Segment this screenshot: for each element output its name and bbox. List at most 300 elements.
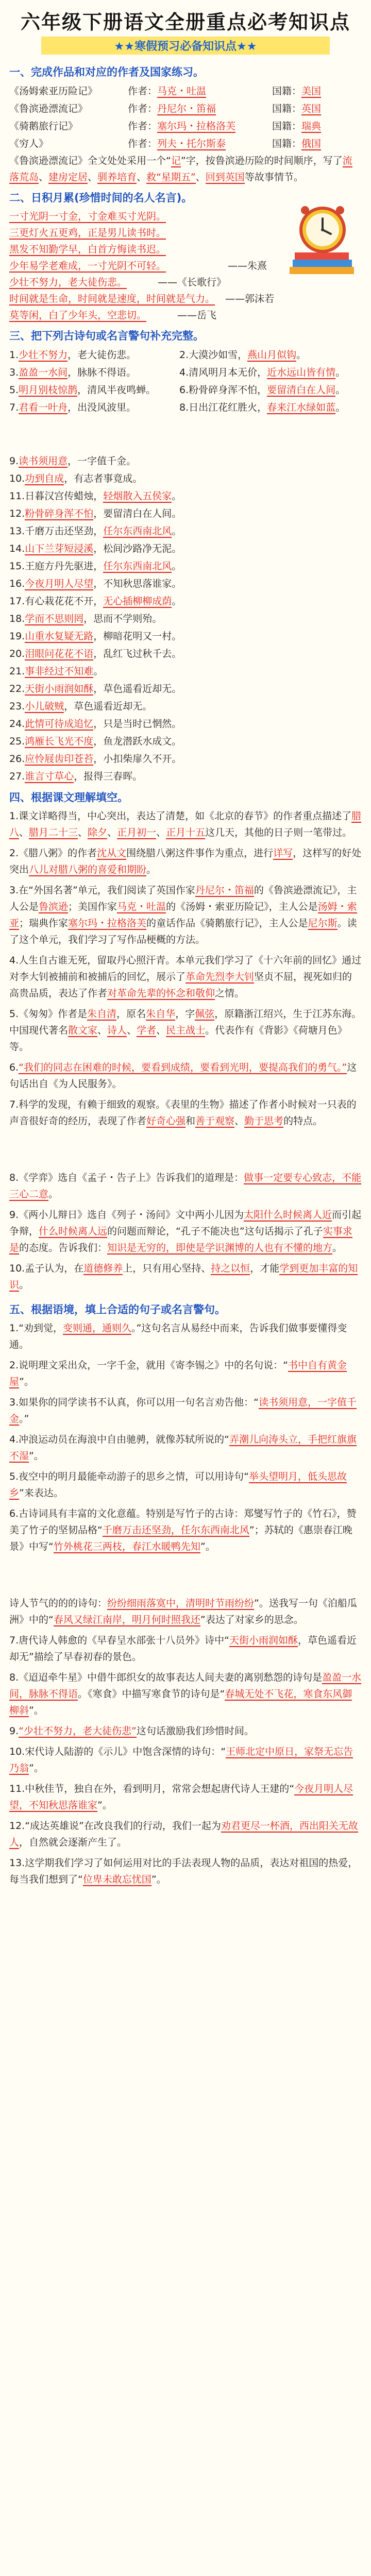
item-number: 11. bbox=[9, 490, 25, 502]
text: 。 bbox=[19, 1279, 29, 1291]
text: ”；苏轼的《惠崇春江晚景》中写“ bbox=[9, 1524, 352, 1552]
text: 1.课文详略得当，中心突出，表达了清楚，如《北京的春节》的作者重点描述了 bbox=[9, 810, 352, 822]
extra-text: 、 bbox=[88, 172, 98, 183]
answer-text: 少壮不努力 bbox=[19, 349, 68, 361]
text: 2.《腊八粥》的作者 bbox=[9, 848, 97, 859]
extra-text: 、 bbox=[137, 172, 147, 183]
text: 王庭方丹先驱进， bbox=[25, 561, 104, 572]
answer-text: 太阳什么时候离人近 bbox=[244, 1209, 332, 1221]
answer-text: 春来江水绿如蓝 bbox=[267, 402, 336, 413]
answer-text: 小儿破贼 bbox=[25, 701, 64, 712]
text: 。 bbox=[172, 561, 182, 572]
quote-line bbox=[0, 307, 371, 324]
answer-text: 轻烟散入五侯家 bbox=[103, 490, 172, 502]
text: ，柳暗花明又一村。 bbox=[93, 631, 182, 642]
quote-text: 少壮不努力，老大徒伤悲。 bbox=[9, 277, 127, 288]
context-fill-item bbox=[0, 1855, 371, 1888]
item-number: 16. bbox=[9, 578, 25, 589]
author-label: 作者： bbox=[128, 138, 158, 149]
text: ”表达了对家乡的思念。 bbox=[200, 1614, 303, 1625]
section-2-heading: 二、日积月累(珍惜时间的名人名言)。 bbox=[9, 192, 193, 204]
answer-text: 春风又绿江南岸，明月何时照我还 bbox=[53, 1614, 200, 1625]
text: 9.《两小儿辩日》选自《列子・汤问》文中两小儿因为 bbox=[9, 1209, 244, 1221]
answer-text: 八儿对腊八粥的喜爱和期盼 bbox=[29, 864, 147, 875]
answer-text: 书中自有黄金屋 bbox=[9, 1360, 347, 1387]
fill-pair-row bbox=[0, 346, 371, 364]
context-fill-item bbox=[0, 1743, 371, 1776]
text: 10.宋代诗人陆游的《示儿》中饱含深情的诗句：“ bbox=[9, 1746, 226, 1757]
text: 1.“劝到觉， bbox=[9, 1323, 63, 1334]
text: ，报得三春晖。 bbox=[74, 771, 143, 782]
text: ，才能 bbox=[250, 1263, 280, 1274]
answer-text: 腊八 bbox=[9, 810, 362, 838]
fill-pair-row bbox=[0, 364, 371, 381]
answer-text: 燕山月似钩 bbox=[247, 349, 297, 361]
text: 5.《匆匆》作者是 bbox=[9, 1008, 88, 1020]
answer-text: 近水远山皆有情 bbox=[267, 367, 336, 378]
text: ”。送我写一句《泊船瓜洲》中的“ bbox=[9, 1598, 357, 1625]
quote-text: 时间就是生命，时间就是速度，时间就是气力。 bbox=[9, 293, 215, 304]
text: 8.《迢迢牵牛星》中借牛郎织女的故事表达人间夫妻的离别愁怨的诗句是 bbox=[9, 1672, 323, 1683]
item-number: 13. bbox=[9, 526, 25, 537]
item-number: 23. bbox=[9, 701, 25, 712]
text: 4.人生自古谁无死，留取丹心照汗青。本单元我们学习了《十六年前的回忆》通过对李大钊被捕前和被捕后的回忆，展示了 bbox=[9, 955, 362, 982]
text: 。 bbox=[335, 367, 346, 378]
section-3-heading: 三、把下列古诗句或名言警句补充完整。 bbox=[9, 330, 204, 342]
extra-answer: 流落荒岛 bbox=[9, 155, 352, 183]
answer-text: 塞尔玛・拉格洛芙 bbox=[68, 918, 147, 929]
context-fill-item bbox=[0, 1781, 371, 1814]
text: ，一字值千金。 bbox=[68, 455, 137, 467]
text: 的问题而辩论，“孔子不能决也”这句话揭示了孔子 bbox=[107, 1226, 323, 1237]
answer-text: 弄潮儿向涛头立，手把红旗旗不湿 bbox=[9, 1434, 357, 1462]
text: 。 bbox=[172, 490, 182, 502]
text: ，字 bbox=[175, 1008, 195, 1020]
text: ，松间沙路净无泥。 bbox=[93, 543, 182, 554]
work-title: 《汤姆索亚历险记》 bbox=[9, 86, 98, 97]
answer-text: 鸿雁长飞光不度 bbox=[25, 736, 94, 747]
answer-text: 今夜月明人尽望 bbox=[25, 578, 94, 589]
fill-pair-row bbox=[0, 399, 371, 416]
answer-text: 学而不思则罔 bbox=[25, 613, 84, 624]
item-number: 7. bbox=[9, 402, 19, 413]
text: 大漠沙如雪， bbox=[189, 349, 248, 361]
text: 4.冲浪运动员在海浪中自由驰骋，就像苏轼所说的“ bbox=[9, 1434, 229, 1445]
text: 6. bbox=[9, 1062, 19, 1073]
page-subtitle: ★★寒假预习必备知识点★★ bbox=[41, 37, 330, 55]
item-number: 3. bbox=[9, 367, 19, 378]
extra-text: 等故事情节。 bbox=[244, 172, 303, 183]
answer-text: 无心插柳柳成荫 bbox=[103, 596, 172, 607]
comprehension-item bbox=[0, 845, 371, 878]
answer-text: 道德修养 bbox=[83, 1263, 123, 1274]
answer-text: 汤姆・索亚 bbox=[9, 901, 357, 929]
answer-text: 举头望明月，低头思故乡 bbox=[9, 1471, 347, 1499]
comprehension-item bbox=[0, 1059, 371, 1092]
text: 的态度。告诉我们： bbox=[19, 1242, 108, 1253]
item-number: 2. bbox=[179, 349, 189, 361]
text: 2.说明理文采出众，一字千金，就用《寄李锡之》中的名句说：“ bbox=[9, 1360, 288, 1371]
text: 、 bbox=[127, 1025, 137, 1036]
answer-text: 诗人 bbox=[107, 1025, 127, 1036]
answer-text: 任尔东西南北风 bbox=[103, 561, 172, 572]
extra-text: 《鲁滨逊漂流记》全文处处采用一个“ bbox=[9, 155, 171, 166]
text: 。 bbox=[296, 349, 307, 361]
page-title: 六年级下册语文全册重点必考知识点 bbox=[20, 11, 350, 33]
fill-line bbox=[0, 592, 371, 610]
fill-line bbox=[0, 522, 371, 540]
country-label: 国籍： bbox=[272, 138, 302, 149]
item-number: 9. bbox=[9, 455, 19, 467]
answer-text: 盈盈一水间，脉脉不得语 bbox=[9, 1672, 362, 1700]
text: 。《寒食》中描写寒食节的诗句是“ bbox=[78, 1688, 225, 1700]
author-name: 丹尼尔・笛福 bbox=[157, 103, 216, 114]
country-label: 国籍： bbox=[272, 121, 302, 132]
item-number: 4. bbox=[179, 367, 189, 378]
section-5-heading: 五、根据语境，填上合适的句子或名言警句。 bbox=[9, 1303, 226, 1316]
country-label: 国籍： bbox=[272, 86, 302, 97]
text: 。 bbox=[146, 864, 157, 875]
fill-line bbox=[0, 487, 371, 505]
text: 的特点。 bbox=[283, 1115, 323, 1127]
text: 。 bbox=[93, 666, 104, 677]
text: ，原名 bbox=[116, 1008, 146, 1020]
text: ，草色遥看近却无”描绘了早春初春的景色。 bbox=[9, 1635, 357, 1663]
item-number: 15. bbox=[9, 561, 25, 572]
text: 。 bbox=[335, 402, 346, 413]
text: 而引起争辩， bbox=[9, 1209, 362, 1237]
comprehension-item bbox=[0, 1006, 371, 1055]
comprehension-item bbox=[0, 952, 371, 1002]
context-fill-item bbox=[0, 1723, 371, 1739]
answer-text: 要留清白在人间 bbox=[267, 384, 336, 396]
text: ，清风半夜鸣蝉。 bbox=[77, 384, 156, 396]
context-fill-item bbox=[0, 1468, 371, 1501]
text: 。 bbox=[172, 526, 182, 537]
answer-text: 天街小雨润如酥 bbox=[229, 1635, 298, 1646]
extra-answer: 回到英国 bbox=[205, 172, 245, 183]
text: 7.唐代诗人韩愈的《早春呈水部张十八员外》诗中“ bbox=[9, 1635, 229, 1646]
fill-line bbox=[0, 715, 371, 733]
country-name: 英国 bbox=[301, 103, 322, 114]
section-1-extra bbox=[0, 152, 371, 185]
context-fill-item bbox=[0, 1394, 371, 1427]
answer-text: 位卑未敢忘忧国 bbox=[82, 1874, 151, 1885]
answer-text: 持之以恒 bbox=[211, 1263, 250, 1274]
quote-text: 少年易学老难成，一寸光阴不可轻。 bbox=[9, 260, 166, 272]
section-4-heading: 四、根据课文理解填空。 bbox=[9, 791, 128, 804]
section-3-list bbox=[0, 452, 371, 785]
text: 5.夜空中的明月最能牵动游子的思乡之情，可以用诗句“ bbox=[9, 1471, 249, 1482]
answer-text: 竹外桃花三两枝，春江水暖鸭先知 bbox=[53, 1541, 200, 1552]
text: 、 bbox=[78, 827, 88, 838]
comprehension-item bbox=[0, 1170, 371, 1202]
fill-line bbox=[0, 645, 371, 663]
answer-text: 朱自华 bbox=[146, 1008, 176, 1020]
text: ”。 bbox=[29, 1450, 44, 1462]
item-number: 25. bbox=[9, 736, 25, 747]
item-number: 10. bbox=[9, 473, 25, 484]
text: 的童话作品《骑鹅旅行记》，主人公是 bbox=[146, 918, 308, 929]
context-fill-item bbox=[0, 1595, 371, 1628]
answer-text: 朱自清 bbox=[87, 1008, 117, 1020]
answer-text: 山下兰芽短浸溪 bbox=[25, 543, 94, 554]
context-fill-item bbox=[0, 1431, 371, 1464]
answer-text: 粉骨碎身浑不怕 bbox=[25, 508, 94, 519]
quote-text: 黑发不知勤学早，白首方悔读书迟。 bbox=[9, 244, 166, 255]
comprehension-item bbox=[0, 808, 371, 841]
item-number: 1. bbox=[9, 349, 19, 361]
answer-text: 谁言寸草心 bbox=[25, 771, 74, 782]
context-fill-item bbox=[0, 1818, 371, 1851]
extra-text: 、 bbox=[39, 172, 49, 183]
item-number: 14. bbox=[9, 543, 25, 554]
text: 3.在“外国名著”单元，我们阅读了英国作家 bbox=[9, 885, 195, 896]
comprehension-item bbox=[0, 1207, 371, 1256]
answer-text: 尼尔斯 bbox=[308, 918, 338, 929]
section-3-pairs bbox=[0, 346, 371, 416]
text: 的《汤姆・索亚历险记》，主人公是 bbox=[166, 901, 318, 912]
text: ，这样写的好处突出 bbox=[9, 848, 362, 875]
text: 的《鲁滨逊漂流记》，主人公是 bbox=[9, 885, 357, 912]
answer-text: 读书须用意 bbox=[19, 455, 68, 467]
answer-text: 知识是无穷的，即使是学识渊博的人也有不懂的地方 bbox=[107, 1242, 333, 1253]
answer-text: 明月别枝惊鹊 bbox=[19, 384, 78, 396]
answer-text: 马克・吐温 bbox=[117, 901, 166, 912]
text: ，乱红飞过秋千去。 bbox=[93, 648, 182, 659]
item-number: 6. bbox=[179, 384, 189, 396]
answer-text: 腊月二十三 bbox=[29, 827, 78, 838]
answer-text: 丹尼尔・笛福 bbox=[195, 885, 254, 896]
comprehension-item bbox=[0, 1260, 371, 1293]
text: ”来表达。 bbox=[19, 1487, 63, 1499]
author-name: 塞尔玛・拉格洛芙 bbox=[157, 121, 236, 132]
text: 。读了这个单元，我们学习了写作品梗概的方法。 bbox=[9, 918, 357, 945]
fill-line bbox=[0, 610, 371, 628]
text: ”。 bbox=[151, 1874, 166, 1885]
text: 13.这学期我们学习了如何运用对比的手法表现人物的品质，表达对祖国的热爱，每当我们想到了“ bbox=[9, 1857, 358, 1885]
text: 7.科学的发现，有赖于细致的观察。《表里的生物》描述了作者小时候对一只表的声音很好奇的经历，表现了作者 bbox=[9, 1099, 357, 1127]
fill-line bbox=[0, 505, 371, 522]
text: ，草色遥看近却无。 bbox=[93, 683, 182, 694]
context-fill-item bbox=[0, 1320, 371, 1353]
item-number: 19. bbox=[9, 631, 25, 642]
section-4-body bbox=[0, 808, 371, 1293]
book-icon bbox=[293, 260, 352, 267]
text: ，只是当时已惘然。 bbox=[93, 718, 182, 730]
answer-text: 学者 bbox=[137, 1025, 157, 1036]
text: ；瑞典作家 bbox=[19, 918, 69, 929]
text: 这句话激励我们珍惜时间。 bbox=[136, 1725, 254, 1737]
context-fill-item bbox=[0, 1357, 371, 1390]
item-number: 18. bbox=[9, 613, 25, 624]
author-label: 作者： bbox=[128, 86, 158, 97]
answer-text: “少壮不努力，老大徒伤悲” bbox=[19, 1725, 137, 1737]
quote-source: ——《长歌行》 bbox=[158, 277, 227, 288]
text: 、 bbox=[156, 1025, 166, 1036]
answer-text: 事非经过不知难 bbox=[25, 666, 94, 677]
text: 。代表作有《背影》《荷塘月色》等。 bbox=[9, 1025, 347, 1053]
quote-text: 三更灯火五更鸡，正是男儿读书时。 bbox=[9, 227, 166, 239]
country-label: 国籍： bbox=[272, 103, 302, 114]
item-number: 24. bbox=[9, 718, 25, 730]
answer-text: 实事求是 bbox=[9, 1226, 352, 1253]
fill-line bbox=[0, 733, 371, 750]
section-2 bbox=[0, 185, 371, 324]
author-name: 列夫・托尔斯泰 bbox=[157, 138, 226, 149]
text: 千磨万击还坚劲， bbox=[25, 526, 104, 537]
text: ”。 bbox=[29, 1762, 44, 1774]
text: 11.中秋佳节，独自在外，看到明月，常常会想起唐代诗人王建的“ bbox=[9, 1783, 295, 1794]
section-5-body bbox=[0, 1320, 371, 1888]
text: 上，只有用心坚持、 bbox=[123, 1263, 211, 1274]
answer-text: 除夕 bbox=[88, 827, 108, 838]
text: ，自然就会逐渐产生了。 bbox=[19, 1837, 127, 1848]
answer-text: 好奇心强 bbox=[146, 1115, 186, 1127]
answer-text: 散文家 bbox=[68, 1025, 98, 1036]
answer-text: 沈从文 bbox=[97, 848, 127, 859]
answer-text: 民主战士 bbox=[166, 1025, 206, 1036]
answer-text: 详写 bbox=[273, 848, 293, 859]
work-title: 《骑鹅旅行记》 bbox=[9, 121, 78, 132]
text: 。”这句名言从易经中而来，告诉我们做事要懂得变通。 bbox=[9, 1323, 347, 1350]
answer-text: 应怜屐齿印苍苔 bbox=[25, 753, 94, 765]
work-author-row bbox=[0, 135, 371, 152]
text: ”。 bbox=[97, 1800, 112, 1811]
text: ，原籍浙江绍兴，生于江苏东海。中国现代著名 bbox=[9, 1008, 362, 1036]
fill-line bbox=[0, 768, 371, 785]
text: ”。 bbox=[29, 1705, 44, 1716]
answer-text: 天街小雨润如酥 bbox=[25, 683, 94, 694]
answer-text: 此情可待成追忆 bbox=[25, 718, 94, 730]
text: 、 bbox=[156, 827, 166, 838]
text: 8.《学弈》选自《孟子・告子上》告诉我们的道理是： bbox=[9, 1172, 244, 1183]
text: ；美国作家 bbox=[68, 901, 117, 912]
answer-text: 劝君更尽一杯酒，西出阳关无故人 bbox=[9, 1820, 358, 1848]
context-fill-item bbox=[0, 1669, 371, 1719]
answer-text: 善于观察 bbox=[195, 1115, 235, 1127]
comprehension-item bbox=[0, 1096, 371, 1129]
extra-answer: 救“星期五” bbox=[146, 172, 196, 183]
country-name: 美国 bbox=[301, 86, 322, 97]
author-label: 作者： bbox=[128, 103, 158, 114]
text: ，有志者事竟成。 bbox=[64, 473, 143, 484]
answer-text: 读书须用意，一字值千金 bbox=[9, 1397, 357, 1425]
context-fill-item bbox=[0, 1632, 371, 1665]
fill-line bbox=[0, 663, 371, 680]
work-author-row bbox=[0, 100, 371, 117]
text: 日暮汉宫传蜡烛， bbox=[25, 490, 104, 502]
text: 清风明月本无价， bbox=[189, 367, 267, 378]
comprehension-item bbox=[0, 882, 371, 948]
fill-line bbox=[0, 628, 371, 645]
text: 12.“成达英雄说”在改良我们的行动，我们一起为 bbox=[9, 1820, 221, 1832]
fill-line bbox=[0, 452, 371, 470]
answer-text: 山重水复疑无路 bbox=[25, 631, 94, 642]
fill-pair-row bbox=[0, 381, 371, 399]
answer-text: 正月初一 bbox=[117, 827, 157, 838]
text: ，思而不学则殆。 bbox=[83, 613, 162, 624]
text: ，草色遥看近却无。 bbox=[64, 701, 153, 712]
quote-line bbox=[0, 291, 371, 307]
context-fill-item bbox=[0, 1505, 371, 1555]
answer-text: 泪眼问花花不语 bbox=[25, 648, 94, 659]
fill-line bbox=[0, 540, 371, 557]
text: 围绕腊八粥这件事作为重点，进行 bbox=[126, 848, 274, 859]
fill-line bbox=[0, 680, 371, 698]
text: 。 bbox=[335, 384, 346, 396]
extra-answer: 建房定居 bbox=[48, 172, 88, 183]
text: ，老大徒伤悲。 bbox=[68, 349, 137, 361]
quote-source: ——朱熹 bbox=[228, 260, 267, 272]
answer-text: 任尔东西南北风 bbox=[103, 526, 172, 537]
answer-text: 王师北定中原日，家祭无忘告乃翁 bbox=[9, 1746, 353, 1774]
text: ”。 bbox=[19, 1376, 34, 1387]
text: ，脉脉不得语。 bbox=[68, 367, 137, 378]
text: ，要留清白在人间。 bbox=[93, 508, 182, 519]
answer-text: 学到更加丰富的知识 bbox=[9, 1263, 358, 1291]
quote-source: ——郭沫若 bbox=[225, 293, 275, 304]
text: 、 bbox=[107, 827, 117, 838]
text: 这句话出自《为人民服务》。 bbox=[9, 1062, 357, 1090]
text: 坚贞不屈，视死如归的高贵品质，表达了作者 bbox=[9, 971, 352, 999]
text: 、 bbox=[97, 1025, 108, 1036]
text: 、 bbox=[19, 827, 29, 838]
country-name: 俄国 bbox=[301, 138, 322, 149]
text: 9. bbox=[9, 1725, 19, 1737]
text: 。” bbox=[19, 1413, 29, 1425]
answer-text: 纷纷细雨落寞中，清明时节雨纷纷 bbox=[107, 1598, 255, 1609]
text: 有心栽花花不开， bbox=[25, 596, 104, 607]
answer-text: 变则通，通则久 bbox=[62, 1323, 131, 1334]
work-author-row bbox=[0, 82, 371, 100]
item-number: 5. bbox=[9, 384, 19, 396]
answer-text: 勤于思考 bbox=[244, 1115, 284, 1127]
extra-text: 、 bbox=[195, 172, 206, 183]
item-number: 22. bbox=[9, 683, 25, 694]
answer-text: 功到自成 bbox=[25, 473, 64, 484]
author-name: 马克・吐温 bbox=[157, 86, 207, 97]
text: 、 bbox=[234, 1115, 245, 1127]
section-1-rows bbox=[0, 82, 371, 152]
book-icon bbox=[295, 252, 349, 260]
section-1-heading: 一、完成作品和对应的作者及国家练习。 bbox=[9, 66, 204, 78]
text: 粉骨碎身浑不怕， bbox=[189, 384, 267, 396]
text: ，鱼龙潜跃水成文。 bbox=[93, 736, 182, 747]
answer-text: 革命先烈李大钊 bbox=[185, 971, 255, 982]
item-number: 8. bbox=[179, 402, 189, 413]
text: ，小扣柴扉久不开。 bbox=[93, 753, 182, 765]
extra-answer: 记 bbox=[171, 155, 181, 166]
text: ，出没风波里。 bbox=[68, 402, 137, 413]
text: 。 bbox=[172, 596, 182, 607]
author-label: 作者： bbox=[128, 121, 158, 132]
text: 3.如果你的同学读书不认真，你可以用一句名言劝告他：“ bbox=[9, 1397, 259, 1408]
quote-text: 莫等闲，白了少年头，空悲切。 bbox=[9, 310, 147, 321]
text: 和 bbox=[185, 1115, 196, 1127]
item-number: 12. bbox=[9, 508, 25, 519]
work-title: 《鲁滨逊漂流记》 bbox=[9, 103, 88, 114]
fill-line bbox=[0, 698, 371, 715]
answer-text: 什么时候离人远 bbox=[39, 1226, 108, 1237]
answer-text: 做事一定要专心致志，不能三心二意 bbox=[9, 1172, 362, 1200]
text: 10.孟子认为，在 bbox=[9, 1263, 84, 1274]
clock-and-books-illustration bbox=[282, 203, 360, 280]
answer-text: 千磨万击还坚劲，任尔东西南北风 bbox=[102, 1524, 249, 1536]
text: 日出江花红胜火， bbox=[189, 402, 267, 413]
text: 诗人节气的的的诗句： bbox=[9, 1598, 108, 1609]
extra-text: ”字，按鲁滨逊历险的时间顺序，写了 bbox=[180, 155, 343, 166]
